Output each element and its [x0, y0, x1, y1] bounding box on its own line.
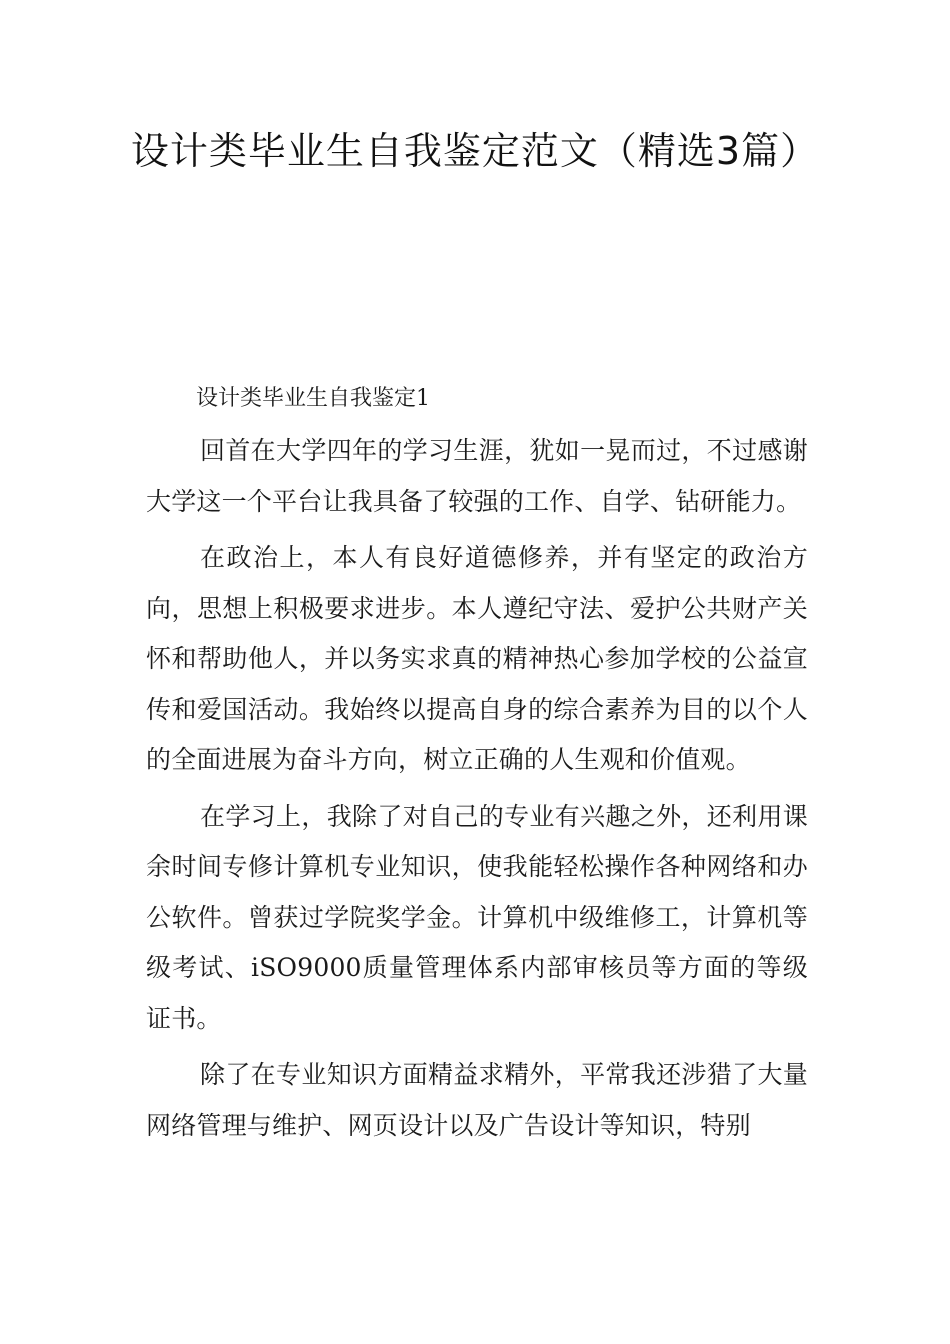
paragraph-1: 回首在大学四年的学习生涯，犹如一晃而过，不过感谢大学这一个平台让我具备了较强的工作、自学、钻研能力。: [146, 436, 808, 516]
document-body: [146, 378, 808, 1157]
document-title: 设计类毕业生自我鉴定范文（精选3篇）: [130, 129, 820, 173]
section-heading: 设计类毕业生自我鉴定1: [196, 386, 430, 411]
paragraph-2: 在政治上，本人有良好道德修养，并有坚定的政治方向，思想上积极要求进步。本人遵纪守法、爱护公共财产关怀和帮助他人，并以务实求真的精神热心参加学校的公益宣传和爱国活动。我始终以提高自身的综合素养为目的以个人的全面进展为奋斗方向，树立正确的人生观和价值观。: [146, 543, 808, 774]
paragraph-3: 在学习上，我除了对自己的专业有兴趣之外，还利用课余时间专修计算机专业知识，使我能轻松操作各种网络和办公软件。曾获过学院奖学金。计算机中级维修工，计算机等级考试、iSO9000质量管理体系内部审核员等方面的等级证书。: [146, 801, 808, 1033]
paragraph-4: 除了在专业知识方面精益求精外，平常我还涉猎了大量网络管理与维护、网页设计以及广告设计等知识，特别: [146, 1060, 808, 1140]
